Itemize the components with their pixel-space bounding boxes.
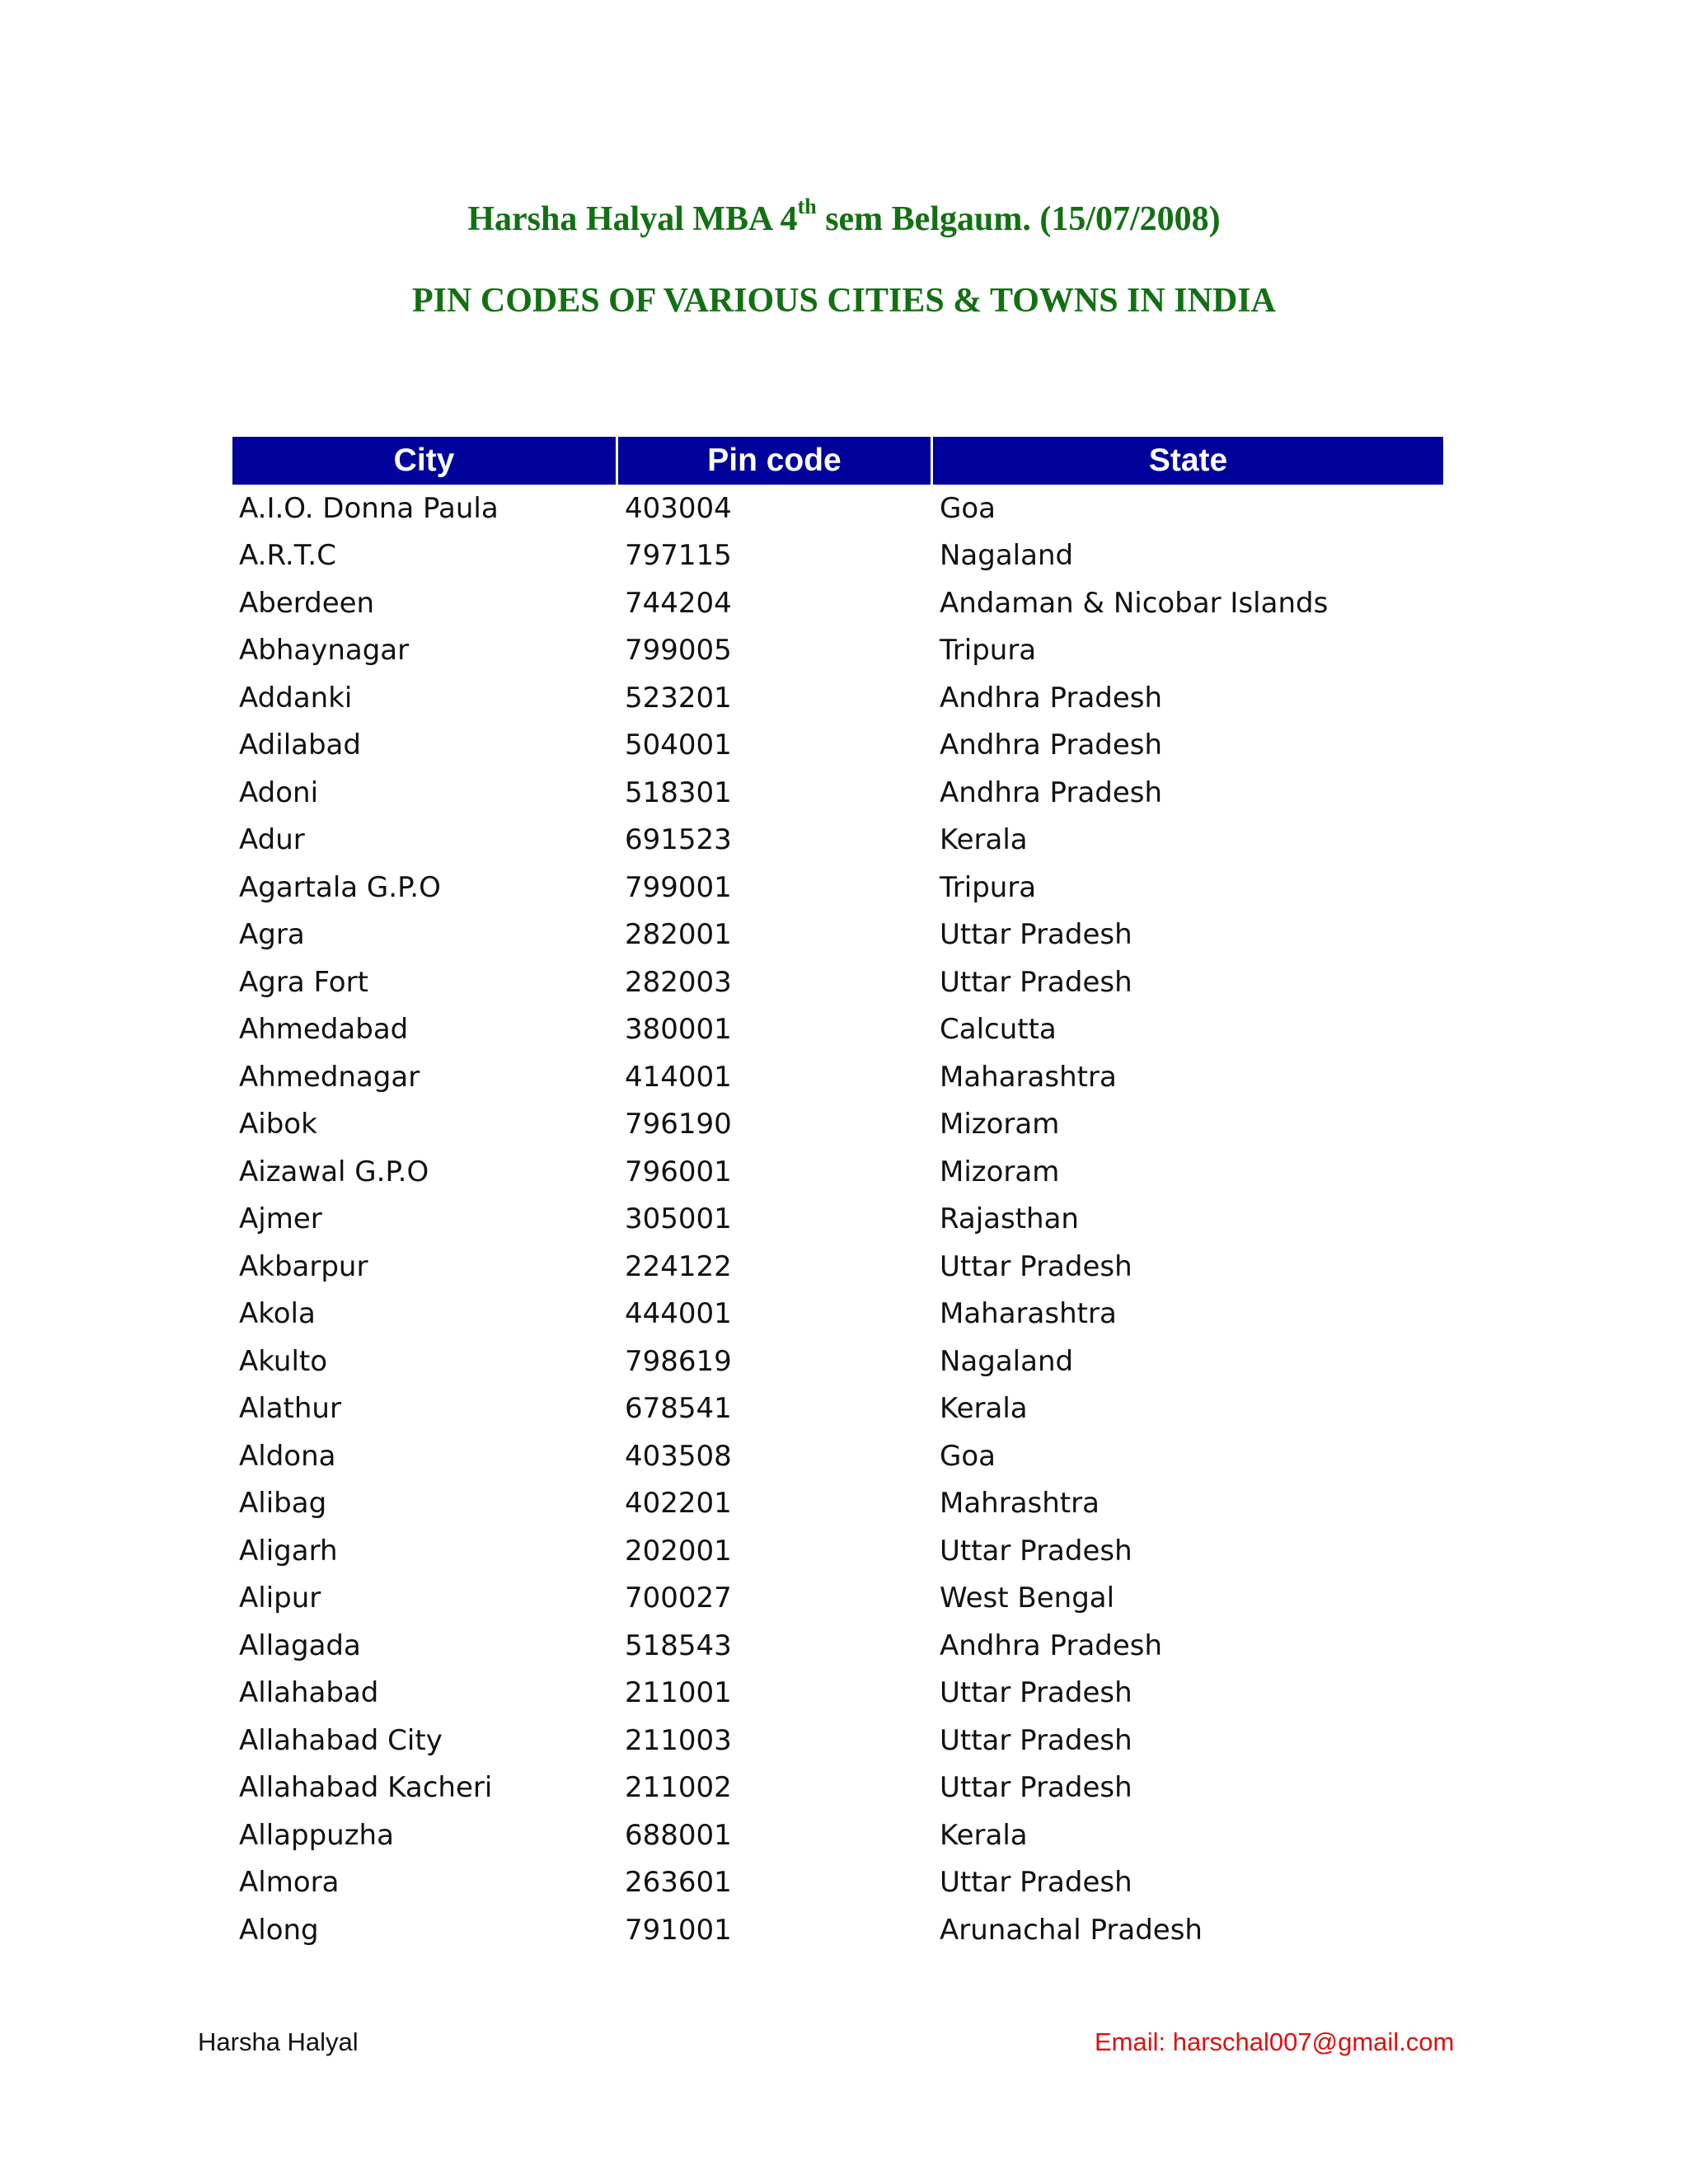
cell-state: Goa xyxy=(940,1439,996,1473)
cell-city: Along xyxy=(239,1913,319,1947)
column-header-state: State xyxy=(933,437,1443,485)
cell-city: Adilabad xyxy=(239,729,361,762)
table-row xyxy=(232,1243,1443,1291)
cell-state: Maharashtra xyxy=(940,1060,1117,1094)
cell-city: Aldona xyxy=(239,1439,336,1473)
cell-state: Goa xyxy=(940,491,996,525)
cell-city: Aligarh xyxy=(239,1534,338,1568)
table-row xyxy=(232,864,1443,912)
cell-pin-code: 282003 xyxy=(625,965,732,999)
column-header-pin-code: Pin code xyxy=(618,437,933,485)
cell-city: A.I.O. Donna Paula xyxy=(239,491,499,525)
table-row xyxy=(232,1053,1443,1101)
table-row xyxy=(232,1527,1443,1575)
cell-pin-code: 700027 xyxy=(625,1582,732,1615)
cell-city: Abhaynagar xyxy=(239,634,410,668)
document-subtitle: PIN CODES OF VARIOUS CITIES & TOWNS IN INDIA xyxy=(412,282,1276,320)
table-row xyxy=(232,1432,1443,1480)
table-row xyxy=(232,1717,1443,1765)
table-row xyxy=(232,1148,1443,1196)
cell-state: Andhra Pradesh xyxy=(940,1629,1163,1662)
cell-pin-code: 224122 xyxy=(625,1249,732,1283)
cell-city: Agra xyxy=(239,918,305,952)
table-row xyxy=(232,1906,1443,1954)
cell-city: Adoni xyxy=(239,776,319,809)
table-row xyxy=(232,912,1443,959)
cell-city: Allahabad xyxy=(239,1676,379,1710)
cell-pin-code: 402201 xyxy=(625,1487,732,1521)
footer-author: Harsha Halyal xyxy=(198,2027,359,2056)
cell-pin-code: 744204 xyxy=(625,586,732,620)
table-row xyxy=(232,1196,1443,1244)
table-row xyxy=(232,532,1443,580)
table-row xyxy=(232,1385,1443,1433)
column-header-city: City xyxy=(232,437,618,485)
cell-city: Akbarpur xyxy=(239,1249,368,1283)
table-row xyxy=(232,1480,1443,1528)
cell-state: Mahrashtra xyxy=(940,1487,1100,1521)
table-body xyxy=(232,485,1443,1954)
cell-pin-code: 796190 xyxy=(625,1108,732,1141)
cell-state: Tripura xyxy=(940,870,1037,904)
cell-state: Uttar Pradesh xyxy=(940,1676,1132,1710)
cell-city: Ajmer xyxy=(239,1202,322,1236)
cell-state: Kerala xyxy=(940,823,1028,857)
cell-state: Uttar Pradesh xyxy=(940,918,1132,952)
cell-city: Ahmedabad xyxy=(239,1013,409,1047)
cell-pin-code: 444001 xyxy=(625,1297,732,1331)
table-row xyxy=(232,1338,1443,1385)
cell-pin-code: 799005 xyxy=(625,634,732,668)
cell-city: Allagada xyxy=(239,1629,361,1662)
cell-city: Aibok xyxy=(239,1108,317,1141)
table-row xyxy=(232,1575,1443,1623)
cell-pin-code: 518301 xyxy=(625,776,732,809)
cell-state: Maharashtra xyxy=(940,1297,1117,1331)
cell-state: Uttar Pradesh xyxy=(940,965,1132,999)
cell-pin-code: 518543 xyxy=(625,1629,732,1662)
table-row xyxy=(232,1291,1443,1338)
cell-city: Akulto xyxy=(239,1344,328,1378)
cell-pin-code: 403004 xyxy=(625,491,732,525)
cell-state: Nagaland xyxy=(940,539,1074,573)
table-row xyxy=(232,817,1443,865)
cell-state: Tripura xyxy=(940,634,1037,668)
cell-city: Allahabad Kacheri xyxy=(239,1771,493,1805)
cell-state: Kerala xyxy=(940,1818,1028,1852)
cell-pin-code: 403508 xyxy=(625,1439,732,1473)
cell-state: Arunachal Pradesh xyxy=(940,1913,1203,1947)
cell-city: Alathur xyxy=(239,1392,341,1426)
cell-state: Mizoram xyxy=(940,1155,1060,1188)
table-row xyxy=(232,1811,1443,1859)
cell-pin-code: 798619 xyxy=(625,1344,732,1378)
cell-state: Mizoram xyxy=(940,1108,1060,1141)
cell-city: Allappuzha xyxy=(239,1818,394,1852)
table-row xyxy=(232,485,1443,532)
cell-pin-code: 380001 xyxy=(625,1013,732,1047)
table-row xyxy=(232,1006,1443,1054)
cell-state: Kerala xyxy=(940,1392,1028,1426)
cell-state: Andaman & Nicobar Islands xyxy=(940,586,1329,620)
cell-pin-code: 202001 xyxy=(625,1534,732,1568)
cell-pin-code: 791001 xyxy=(625,1913,732,1947)
cell-city: Agartala G.P.O xyxy=(239,870,441,904)
cell-pin-code: 678541 xyxy=(625,1392,732,1426)
cell-pin-code: 688001 xyxy=(625,1818,732,1852)
cell-state: Uttar Pradesh xyxy=(940,1866,1132,1900)
cell-city: Aizawal G.P.O xyxy=(239,1155,429,1188)
table-row xyxy=(232,722,1443,770)
table-row xyxy=(232,1622,1443,1670)
cell-state: West Bengal xyxy=(940,1582,1115,1615)
cell-state: Uttar Pradesh xyxy=(940,1771,1132,1805)
cell-pin-code: 305001 xyxy=(625,1202,732,1236)
pin-code-table xyxy=(232,437,1443,1954)
cell-state: Andhra Pradesh xyxy=(940,776,1163,809)
cell-city: Alibag xyxy=(239,1487,327,1521)
cell-city: Allahabad City xyxy=(239,1723,443,1757)
cell-pin-code: 797115 xyxy=(625,539,732,573)
cell-state: Nagaland xyxy=(940,1344,1074,1378)
table-row xyxy=(232,579,1443,627)
cell-city: Almora xyxy=(239,1866,340,1900)
table-row xyxy=(232,627,1443,675)
cell-state: Uttar Pradesh xyxy=(940,1534,1132,1568)
cell-pin-code: 414001 xyxy=(625,1060,732,1094)
cell-pin-code: 211001 xyxy=(625,1676,732,1710)
cell-state: Calcutta xyxy=(940,1013,1057,1047)
table-row xyxy=(232,1670,1443,1718)
cell-pin-code: 523201 xyxy=(625,681,732,715)
cell-city: Addanki xyxy=(239,681,353,715)
cell-city: Alipur xyxy=(239,1582,321,1615)
cell-pin-code: 211002 xyxy=(625,1771,732,1805)
cell-city: Adur xyxy=(239,823,305,857)
table-row xyxy=(232,674,1443,722)
document-title xyxy=(0,194,1688,244)
title-rest: sem Belgaum. (15/07/2008) xyxy=(816,200,1221,238)
cell-pin-code: 691523 xyxy=(625,823,732,857)
table-row xyxy=(232,769,1443,817)
cell-state: Andhra Pradesh xyxy=(940,681,1163,715)
cell-pin-code: 211003 xyxy=(625,1723,732,1757)
cell-city: A.R.T.C xyxy=(239,539,336,573)
cell-pin-code: 282001 xyxy=(625,918,732,952)
cell-state: Andhra Pradesh xyxy=(940,729,1163,762)
table-row xyxy=(232,1859,1443,1907)
cell-state: Rajasthan xyxy=(940,1202,1079,1236)
cell-pin-code: 504001 xyxy=(625,729,732,762)
cell-city: Akola xyxy=(239,1297,316,1331)
title-superscript: th xyxy=(797,194,817,218)
cell-state: Uttar Pradesh xyxy=(940,1249,1132,1283)
cell-pin-code: 799001 xyxy=(625,870,732,904)
table-row xyxy=(232,958,1443,1006)
table-row xyxy=(232,1101,1443,1149)
cell-pin-code: 796001 xyxy=(625,1155,732,1188)
table-header-row xyxy=(232,437,1443,485)
cell-state: Uttar Pradesh xyxy=(940,1723,1132,1757)
cell-city: Aberdeen xyxy=(239,586,375,620)
title-main: Harsha Halyal MBA 4 xyxy=(467,200,798,238)
cell-city: Agra Fort xyxy=(239,965,368,999)
cell-pin-code: 263601 xyxy=(625,1866,732,1900)
footer-email: Email: harschal007@gmail.com xyxy=(1095,2027,1455,2056)
cell-city: Ahmednagar xyxy=(239,1060,420,1094)
table-row xyxy=(232,1765,1443,1812)
